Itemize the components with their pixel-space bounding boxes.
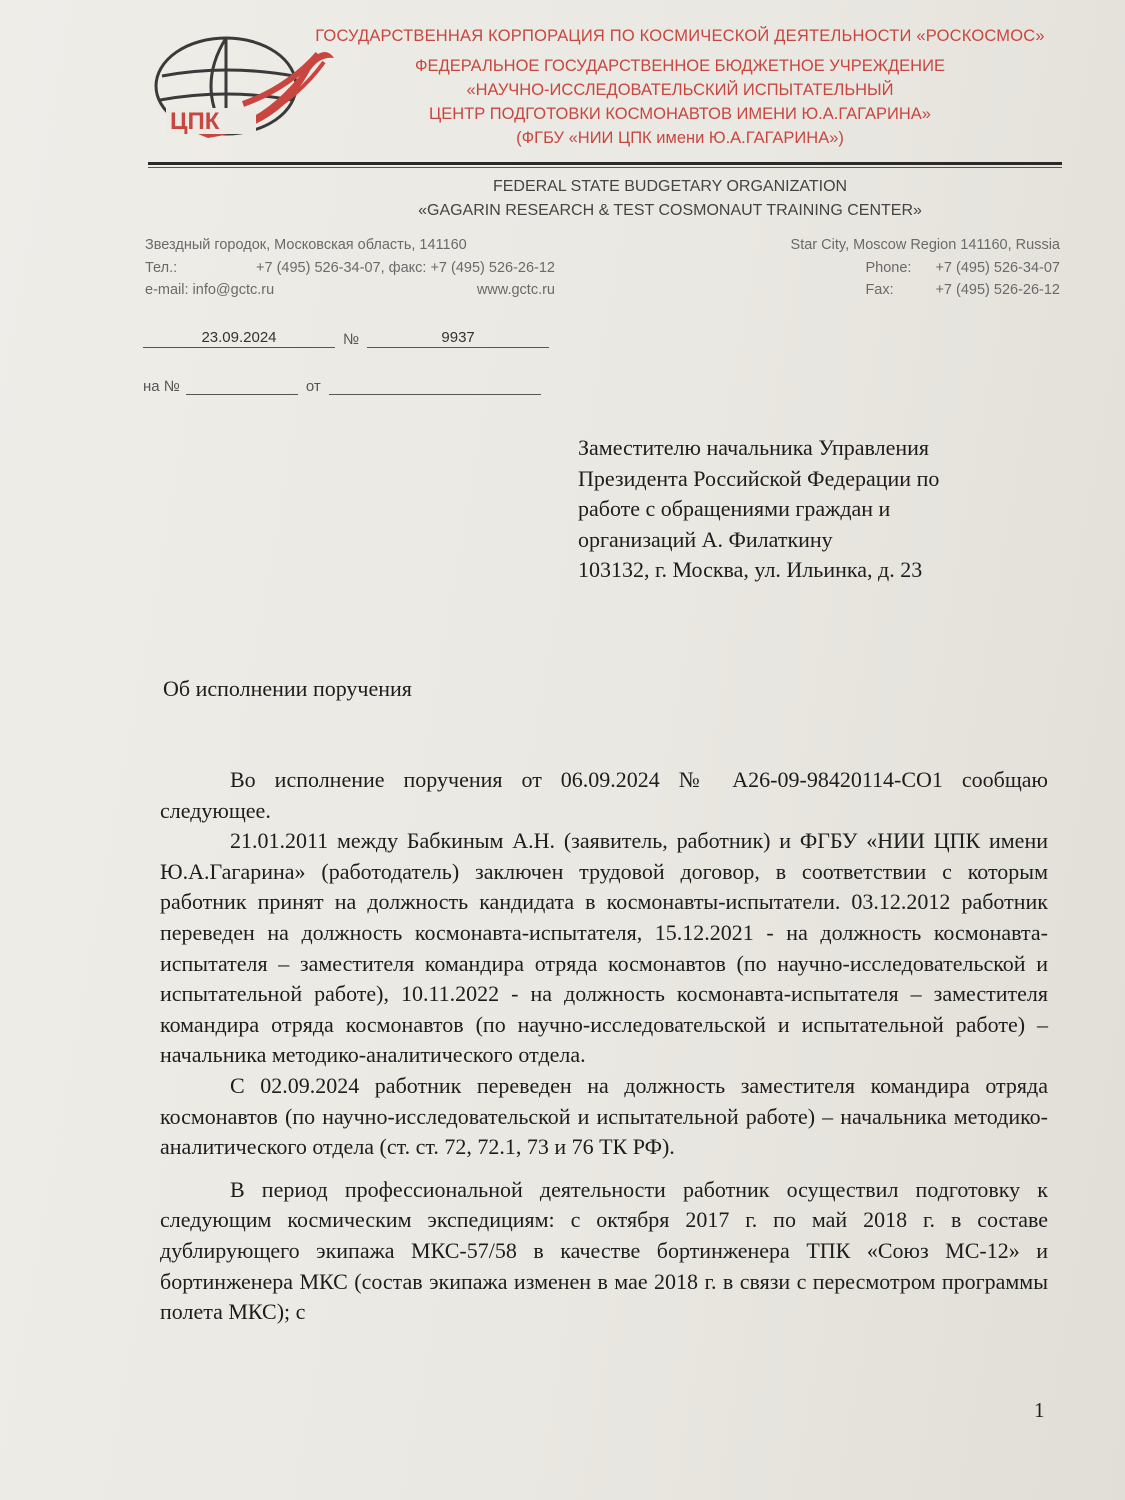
letter-subject: Об исполнении поручения <box>163 676 412 701</box>
letterhead-line: ГОСУДАРСТВЕННАЯ КОРПОРАЦИЯ ПО КОСМИЧЕСКОЙ ДЕЯТЕЛЬНОСТИ «РОСКОСМОС» <box>315 27 1045 45</box>
letterhead-line: ЦЕНТР ПОДГОТОВКИ КОСМОНАВТОВ ИМЕНИ Ю.А.ГАГАРИНА» <box>429 105 931 123</box>
registration-block <box>143 326 555 420</box>
phone-value: +7 (495) 526-34-07 <box>935 259 1060 276</box>
ref-number <box>186 376 298 395</box>
reg-number: 9937 <box>367 329 549 348</box>
address-ru: Звездный городок, Московская область, 141160 <box>145 237 467 253</box>
fax-value: +7 (495) 526-26-12 <box>935 282 1060 298</box>
website: www.gctc.ru <box>476 282 555 298</box>
email: e-mail: info@gctc.ru <box>145 282 275 298</box>
from-label: от <box>305 378 321 395</box>
reg-date: 23.09.2024 <box>143 329 335 348</box>
letterhead-en-line: FEDERAL STATE BUDGETARY ORGANIZATION <box>492 178 848 195</box>
page-number: 1 <box>1034 1398 1045 1422</box>
letterhead-divider <box>148 162 1062 165</box>
phone-label: Phone: <box>865 259 912 276</box>
body-paragraph: 21.01.2011 между Бабкиным А.Н. (заявитель, работник) и ФГБУ «НИИ ЦПК имени Ю.А.Гагарина» (работодатель) заключен трудовой договор, в соответствии с которым работник принят на должность кандидата в космонавты-испытатели. 03.12.2012 работник переведен на должность космонавта-испытателя, 15.12.2021 - на должность космонавта-испытателя – заместителя командира отряда космонавтов (по научно-исследовательской и испытательной работе), 10.11.2022 - на должность космонавта-испытателя – заместителя командира отряда космонавтов (по научно-исследовательской и испытательной работе) – начальника методико-аналитического отдела. <box>160 828 1048 1068</box>
addressee-line: Заместителю начальника Управления <box>578 435 930 460</box>
addressee-line: Президента Российской Федерации по <box>578 465 940 491</box>
letterhead-line: «НАУЧНО-ИССЛЕДОВАТЕЛЬСКИЙ ИСПЫТАТЕЛЬНЫЙ <box>466 81 894 99</box>
addressee-line: 103132, г. Москва, ул. Ильинка, д. 23 <box>578 557 923 582</box>
fax-label: Fax: <box>865 282 894 298</box>
tel-value: +7 (495) 526-34-07, факс: +7 (495) 526-26-12 <box>256 259 555 276</box>
letterhead-en-line: «GAGARIN RESEARCH & TEST COSMONAUT TRAINING CENTER» <box>418 202 922 219</box>
contacts-en <box>730 234 1060 302</box>
reg-number-label: № <box>343 331 360 348</box>
addressee-line: организаций А. Филаткину <box>578 526 833 552</box>
letterhead-line: ФЕДЕРАЛЬНОЕ ГОСУДАРСТВЕННОЕ БЮДЖЕТНОЕ УЧРЕЖДЕНИЕ <box>415 57 945 75</box>
tel-label: Тел.: <box>145 259 178 276</box>
letterhead-divider-thin <box>148 167 1062 168</box>
body-paragraph: С 02.09.2024 работник переведен на должность заместителя командира отряда космонавтов (по научно-исследовательской и испытательной работе) – начальника методико-аналитического отдела (ст. ст. 72, 72.1, 73 и 76 ТК РФ). <box>160 1072 1048 1160</box>
letterhead-en <box>360 175 980 223</box>
letterhead-line: (ФГБУ «НИИ ЦПК имени Ю.А.ГАГАРИНА») <box>516 129 844 147</box>
contacts-ru <box>145 234 555 302</box>
letter-body <box>160 765 1048 1328</box>
svg-text:ЦПК: ЦПК <box>170 108 220 135</box>
body-paragraph: Во исполнение поручения от 06.09.2024 № А26-09-98420114-СО1 сообщаю следующее. <box>160 767 1048 823</box>
from-date <box>329 376 541 395</box>
letterhead-ru <box>310 24 1050 150</box>
body-paragraph: В период профессиональной деятельности работник осуществил подготовку к следующим космическим экспедициям: с октября 2017 г. по май 2018 г. в составе дублирующего экипажа МКС-57/58 в качестве бортинженера ТПК «Союз МС-12» и бортинженера МКС (состав экипажа изменен в мае 2018 г. в связи с пересмотром программы полета МКС); с <box>160 1176 1048 1325</box>
ref-label: на № <box>143 378 180 395</box>
addressee-line: работе с обращениями граждан и <box>578 496 891 521</box>
addressee-block <box>578 433 1048 586</box>
address-en: Star City, Moscow Region 141160, Russia <box>790 237 1060 253</box>
